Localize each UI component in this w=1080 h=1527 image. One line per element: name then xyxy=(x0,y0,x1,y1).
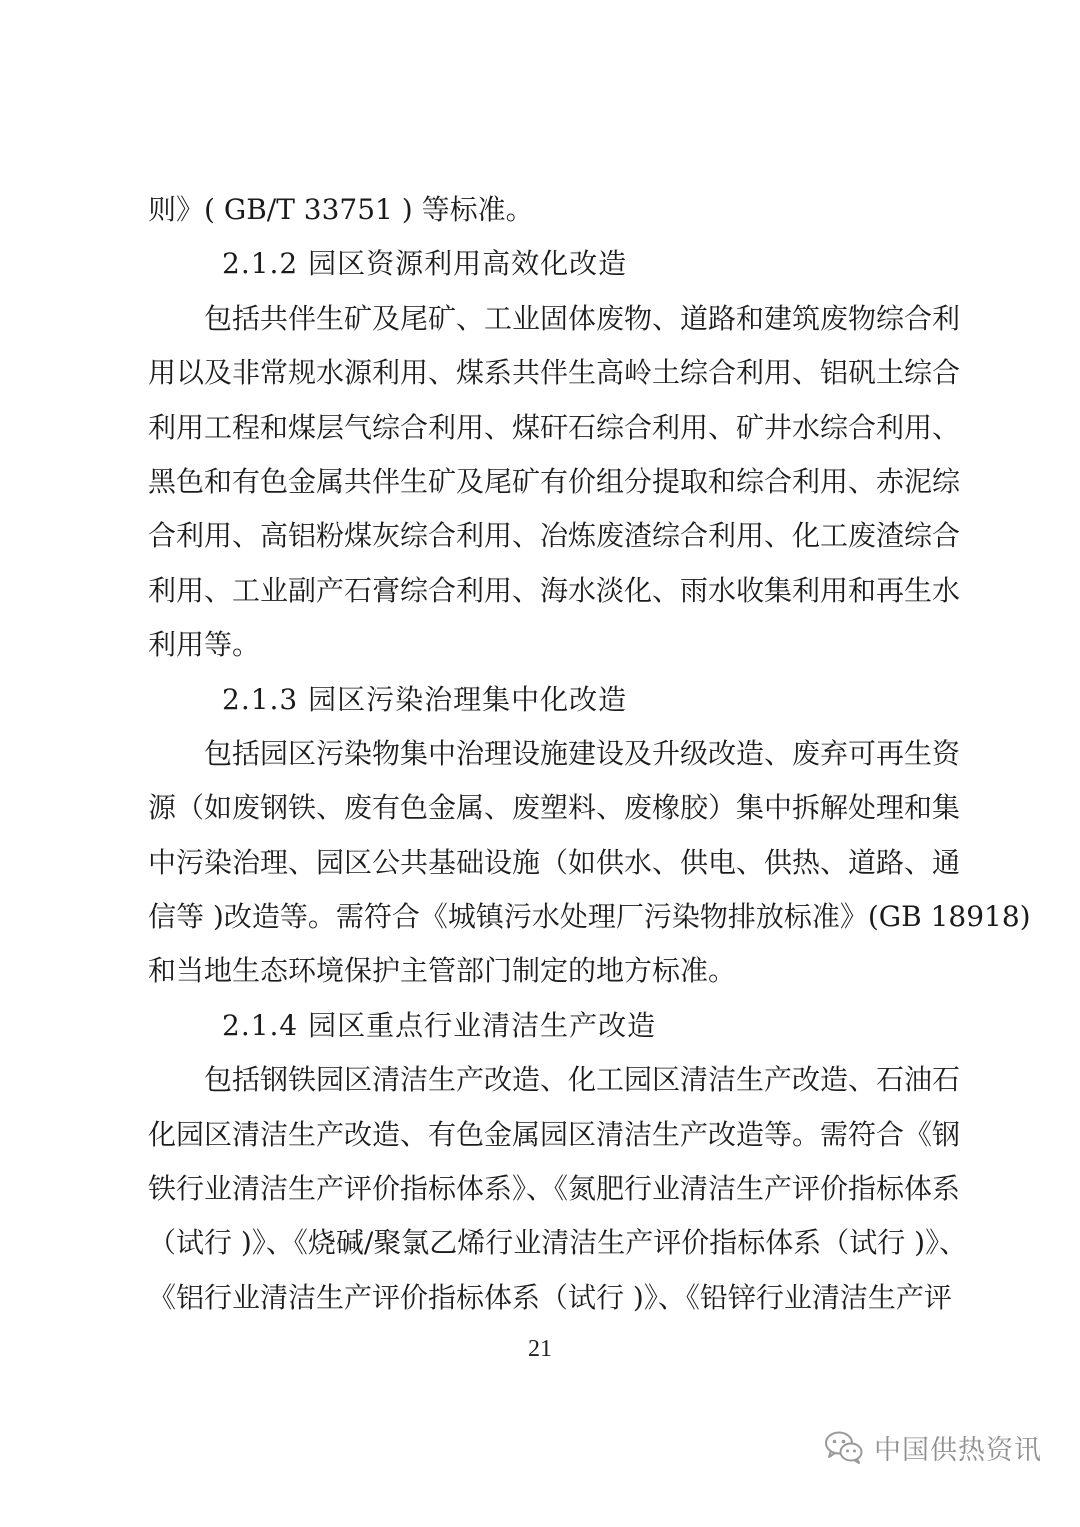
watermark xyxy=(824,1425,1042,1469)
section-heading: 2.1.4 园区重点行业清洁生产改造 xyxy=(222,1008,657,1042)
text-line: 包括钢铁园区清洁生产改造、化工园区清洁生产改造、石油石 xyxy=(204,1063,961,1097)
section-heading: 2.1.3 园区污染治理集中化改造 xyxy=(222,682,628,716)
text-line: 则》( GB/T 33751 ) 等标准。 xyxy=(148,193,534,226)
text-line: 利用等。 xyxy=(148,628,261,662)
page-number: 21 xyxy=(528,1336,552,1362)
text-line: 合利用、高铝粉煤灰综合利用、冶炼废渣综合利用、化工废渣综合 xyxy=(148,519,961,553)
wechat-icon xyxy=(824,1430,864,1464)
text-line: 用以及非常规水源利用、煤系共伴生高岭土综合利用、铝矾土综合 xyxy=(148,356,961,390)
text-line: 中污染治理、园区公共基础设施（如供水、供电、供热、道路、通 xyxy=(148,845,961,879)
section-heading: 2.1.2 园区资源利用高效化改造 xyxy=(222,247,628,281)
text-line: （试行 )》、《烧碱/聚氯乙烯行业清洁生产评价指标体系（试行 )》、 xyxy=(148,1226,968,1260)
text-line: 包括园区污染物集中治理设施建设及升级改造、废弃可再生资 xyxy=(204,736,961,770)
text-line: 黑色和有色金属共伴生矿及尾矿有价组分提取和综合利用、赤泥综 xyxy=(148,464,961,498)
watermark-text: 中国供热资讯 xyxy=(874,1434,1042,1466)
text-line: 包括共伴生矿及尾矿、工业固体废物、道路和建筑废物综合利 xyxy=(204,301,961,335)
text-line: 信等 )改造等。需符合《城镇污水处理厂污染物排放标准》(GB 18918) xyxy=(148,900,1031,934)
text-line: 化园区清洁生产改造、有色金属园区清洁生产改造等。需符合《钢 xyxy=(148,1117,961,1151)
text-line: 和当地生态环境保护主管部门制定的地方标准。 xyxy=(148,954,737,988)
text-line: 《铝行业清洁生产评价指标体系（试行 )》、《铅锌行业清洁生产评 xyxy=(148,1280,952,1314)
document-body xyxy=(148,183,1031,1325)
text-line: 铁行业清洁生产评价指标体系》、《氮肥行业清洁生产评价指标体系 xyxy=(148,1172,961,1206)
text-line: 源（如废钢铁、废有色金属、废塑料、废橡胶）集中拆解处理和集 xyxy=(148,791,961,825)
text-line: 利用工程和煤层气综合利用、煤矸石综合利用、矿井水综合利用、 xyxy=(148,410,961,444)
text-line: 利用、工业副产石膏综合利用、海水淡化、雨水收集利用和再生水 xyxy=(148,573,961,607)
